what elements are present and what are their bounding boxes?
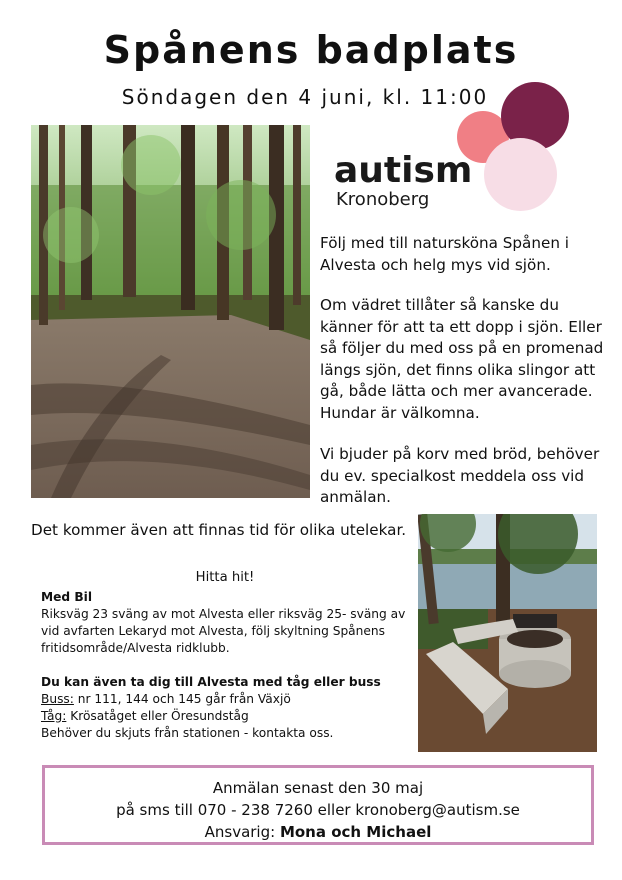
intro-paragraph-2: Om vädret tillåter så kanske du känner för att ta ett dopp i sjön. Eller så följer du med oss på en promenad längs sjön, det finns olika slingor att gå, både lätta och mer avancerade. Hundar är välkomna. (320, 296, 604, 422)
car-directions: Riksväg 23 sväng av mot Alvesta eller riksväg 25- sväng av vid avfarten Lekaryd mot Alvesta, följ skyltning Spånens fritidsområde/Alvesta ridklubb. (41, 607, 406, 655)
transit-title: Du kan även ta dig till Alvesta med tåg eller buss (41, 675, 381, 689)
responsible: Ansvarig: Mona och Michael (204, 823, 432, 841)
signup-contact: på sms till 070 - 238 7260 eller kronoberg@autism.se (116, 801, 520, 819)
directions-heading: Hitta hit! (195, 570, 255, 585)
outdoor-games-text: Det kommer även att finnas tid för olika utelekar. (31, 521, 407, 539)
logo-circle-pink (484, 138, 557, 211)
firepit-photo (418, 514, 597, 752)
signup-deadline: Anmälan senast den 30 maj (212, 779, 424, 797)
logo-subtitle: Kronoberg (336, 189, 430, 210)
train-info: Tåg: Krösatåget eller Öresundståg (41, 709, 249, 723)
intro-paragraph-1: Följ med till natursköna Spånen i Alvesta och helg mys vid sjön. (320, 234, 570, 274)
forest-photo (31, 125, 310, 498)
event-date: Söndagen den 4 juni, kl. 11:00 (121, 85, 489, 109)
page-title: Spånens badplats (103, 28, 519, 72)
car-title: Med Bil (41, 590, 93, 604)
intro-paragraph-3: Vi bjuder på korv med bröd, behöver du ev. specialkost meddela oss vid anmälan. (320, 445, 600, 506)
bus-info: Buss: nr 111, 144 och 145 går från Växjö (41, 692, 291, 706)
logo-wordmark: autism (334, 150, 473, 191)
ride-info: Behöver du skjuts från stationen - kontakta oss. (41, 726, 334, 740)
